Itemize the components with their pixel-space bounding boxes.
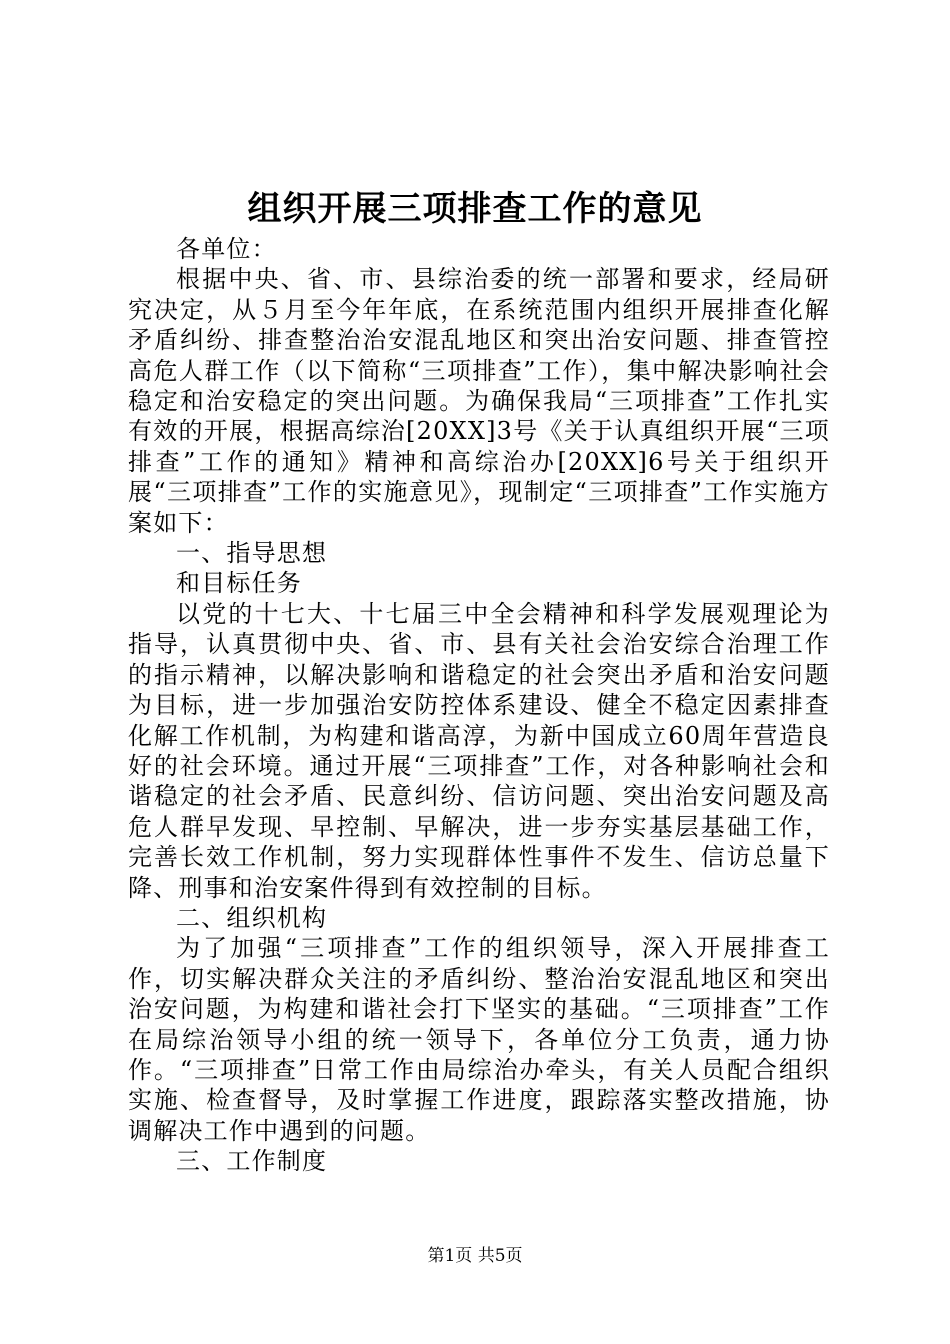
salutation: 各单位： [176,235,277,263]
section2-paragraph: 为了加强“三项排查”工作的组织领导，深入开展排查工作，切实解决群众关注的矛盾纠纷、整治治安混乱地区和突出治安问题，为构建和谐社会打下坚实的基础。“三项排查”工作在局综治领导小组的统一领导下，各单位分工负责，通力协作。“三项排查”日常工作由局综治办牵头，有关人员配合组织实施、检查督导，及时掌握工作进度，跟踪落实整改措施，协调解决工作中遇到的问题。 [128,934,830,1145]
section1-heading-line1: 一、指导思想 [176,539,328,568]
intro-paragraph: 根据中央、省、市、县综治委的统一部署和要求，经局研究决定，从５月至今年年底，在系统范围内组织开展排查化解矛盾纠纷、排查整治治安混乱地区和突出治安问题、排查管控高危人群工作（以下简称“三项排查”工作），集中解决影响社会稳定和治安稳定的突出问题。为确保我局“三项排查”工作扎实有效的开展，根据高综治[20XX]3号《关于认真组织开展“三项排查”工作的通知》精神和高综治办[20XX]6号关于组织开展“三项排查”工作的实施意见》，现制定“三项排查”工作实施方案如下： [128,265,830,537]
page-footer: 第1页 共5页 [427,1246,523,1266]
document-title: 组织开展三项排查工作的意见 [247,189,703,229]
section2-heading: 二、组织机构 [176,903,328,932]
section3-heading: 三、工作制度 [176,1147,328,1176]
section1-paragraph: 以党的十七大、十七届三中全会精神和科学发展观理论为指导，认真贯彻中央、省、市、县有关社会治安综合治理工作的指示精神，以解决影响和谐稳定的社会突出矛盾和治安问题为目标，进一步加强治安防控体系建设、健全不稳定因素排查化解工作机制，为构建和谐高淳，为新中国成立60周年营造良好的社会环境。通过开展“三项排查”工作，对各种影响社会和谐稳定的社会矛盾、民意纠纷、信访问题、突出治安问题及高危人群早发现、早控制、早解决，进一步夯实基层基础工作，完善长效工作机制，努力实现群体性事件不发生、信访总量下降、刑事和治安案件得到有效控制的目标。 [128,599,830,902]
section1-heading-line2: 和目标任务 [176,569,302,598]
document-body [128,234,830,1177]
